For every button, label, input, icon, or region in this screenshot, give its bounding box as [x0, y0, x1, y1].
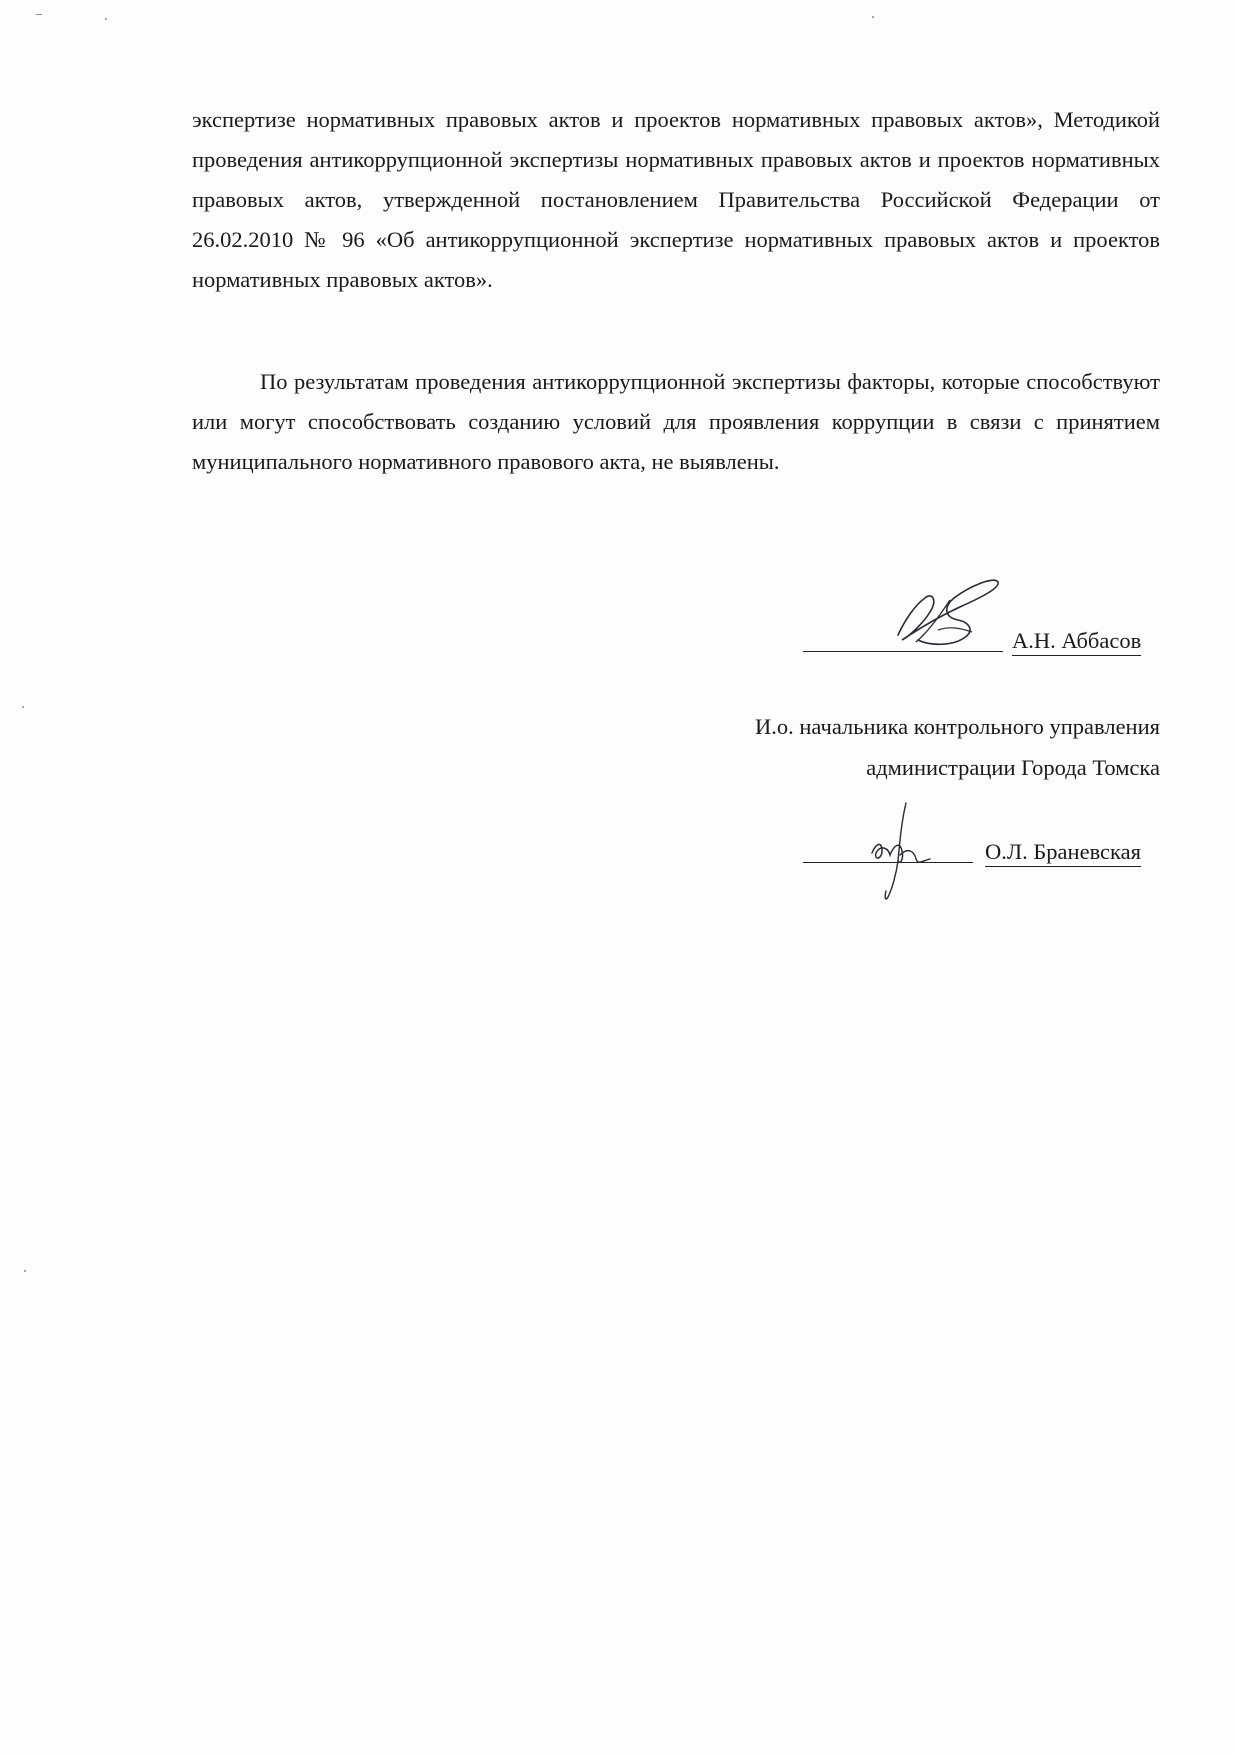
position-title-line-2: администрации Города Томска [866, 755, 1160, 780]
signature-mark-first [880, 570, 1030, 660]
scan-speck [24, 1270, 26, 1272]
body-paragraph-conclusion: По результатам проведения антикоррупционной экспертизы факторы, которые способствуют или могут способствовать созданию условий для проявления коррупции в связи с принятием муниципального нормативного правового акта, не выявлены. [192, 369, 1160, 474]
scan-speck [36, 14, 42, 15]
signature-mark-second [860, 795, 970, 905]
body-paragraph-legal-basis: экспертизе нормативных правовых актов и проектов нормативных правовых актов», Методикой проведения антикоррупционной экспертизы нормативных правовых актов и проектов нормативных правовых актов, утвержденной постановлением Правительства Российской Федерации от 26.02.2010 № 96 «Об антикоррупционной экспертизе нормативных правовых актов и проектов нормативных правовых актов». [192, 107, 1160, 292]
position-title-line-1: И.о. начальника контрольного управления [755, 714, 1160, 739]
scan-speck [105, 18, 107, 20]
scan-speck [22, 706, 24, 708]
signer-name-second: О.Л. Браневская [985, 838, 1141, 867]
signer-name-first: А.Н. Аббасов [1012, 627, 1141, 656]
scan-speck [872, 16, 874, 18]
